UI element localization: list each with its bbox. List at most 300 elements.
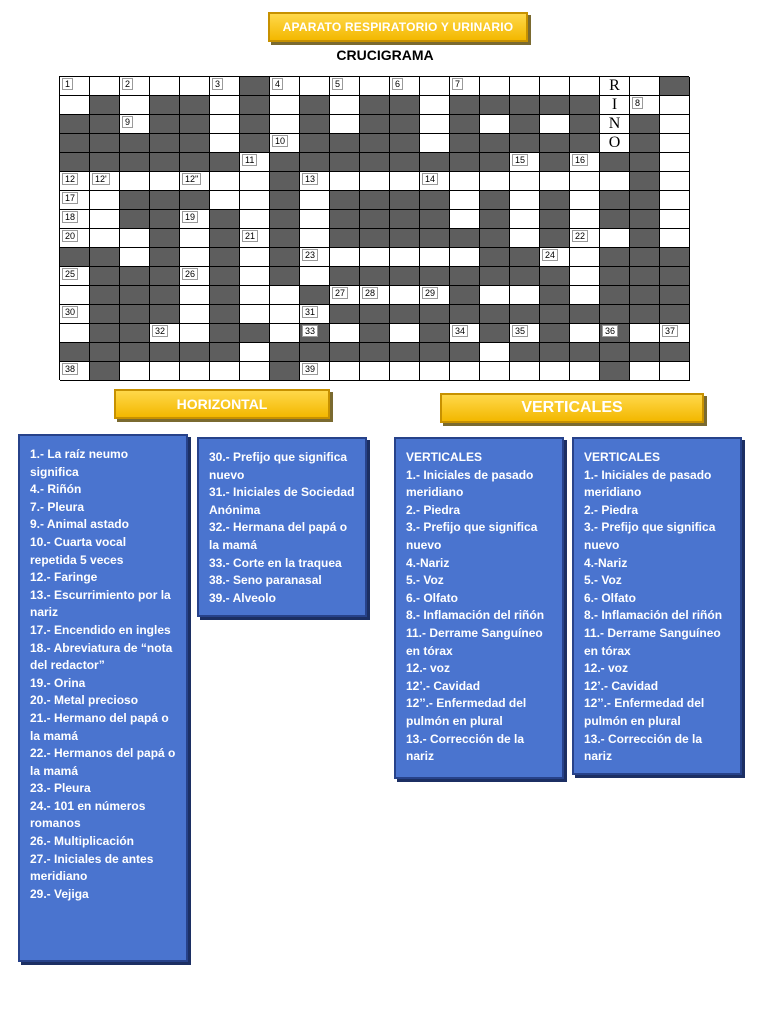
crossword-cell[interactable] — [660, 210, 690, 229]
clue-item: 19.- Orina — [30, 675, 86, 690]
clue-item: 2.- Piedra — [406, 502, 461, 517]
crossword-cell[interactable] — [210, 96, 240, 115]
horizontal-banner-text: HORIZONTAL — [176, 396, 268, 412]
crossword-cell — [210, 267, 240, 286]
crossword-cell[interactable] — [210, 77, 240, 96]
crossword-cell — [630, 305, 660, 324]
crossword-cell — [240, 115, 270, 134]
clue-item: 12.- voz — [584, 661, 629, 676]
crossword-cell[interactable] — [450, 324, 480, 343]
crossword-cell — [360, 96, 390, 115]
crossword-cell[interactable] — [300, 267, 330, 286]
crossword-cell[interactable] — [510, 324, 540, 343]
crossword-cell[interactable] — [600, 134, 630, 153]
crossword-cell — [480, 134, 510, 153]
crossword-cell — [420, 305, 450, 324]
crossword-cell — [360, 134, 390, 153]
crossword-cell — [180, 191, 210, 210]
crossword-cell[interactable] — [510, 191, 540, 210]
horizontal-clues-panel-2 — [197, 437, 367, 617]
crossword-cell[interactable] — [330, 115, 360, 134]
clue-number: 7 — [452, 78, 463, 90]
clue-number: 23 — [302, 249, 318, 261]
crossword-cell — [120, 191, 150, 210]
vertical-clues-panel-1 — [394, 437, 564, 779]
crossword-cell[interactable] — [60, 267, 90, 286]
crossword-cell — [390, 343, 420, 362]
crossword-cell[interactable] — [270, 77, 300, 96]
crossword-cell[interactable] — [570, 267, 600, 286]
clue-item: 1.- Iniciales de pasado meridiano — [406, 467, 534, 500]
crossword-cell — [660, 305, 690, 324]
crossword-cell[interactable] — [150, 324, 180, 343]
crossword-cell[interactable] — [240, 229, 270, 248]
crossword-cell[interactable] — [360, 77, 390, 96]
crossword-cell — [240, 96, 270, 115]
crossword-cell[interactable] — [270, 96, 300, 115]
crossword-cell[interactable] — [360, 248, 390, 267]
vertical-panel-heading: VERTICALES — [584, 450, 661, 464]
crossword-cell[interactable] — [390, 172, 420, 191]
clue-number: 16 — [572, 154, 588, 166]
crossword-cell[interactable] — [300, 77, 330, 96]
crossword-cell[interactable] — [390, 324, 420, 343]
clue-number: 9 — [122, 116, 133, 128]
crossword-cell — [210, 210, 240, 229]
crossword-cell — [390, 191, 420, 210]
crossword-cell — [150, 153, 180, 172]
crossword-cell[interactable] — [450, 362, 480, 381]
crossword-cell — [450, 229, 480, 248]
crossword-cell[interactable] — [120, 77, 150, 96]
clue-number: 31 — [302, 306, 318, 318]
crossword-cell[interactable] — [630, 362, 660, 381]
crossword-cell — [630, 191, 660, 210]
crossword-cell[interactable] — [180, 362, 210, 381]
crossword-cell[interactable] — [570, 153, 600, 172]
crossword-cell[interactable] — [330, 286, 360, 305]
crossword-cell[interactable] — [60, 305, 90, 324]
crossword-cell — [480, 96, 510, 115]
crossword-cell — [150, 267, 180, 286]
crossword-cell[interactable] — [480, 343, 510, 362]
crossword-cell — [390, 153, 420, 172]
clue-item: 12.- Faringe — [30, 570, 98, 585]
clue-number: 5 — [332, 78, 343, 90]
crossword-cell[interactable] — [600, 172, 630, 191]
clue-item: 30.- Prefijo que significa nuevo — [209, 450, 348, 482]
crossword-cell[interactable] — [450, 172, 480, 191]
clue-item: 13.- Corrección de la nariz — [406, 731, 525, 764]
crossword-cell[interactable] — [90, 229, 120, 248]
crossword-cell — [240, 324, 270, 343]
crossword-cell[interactable] — [180, 267, 210, 286]
crossword-cell[interactable] — [660, 229, 690, 248]
crossword-cell[interactable] — [180, 305, 210, 324]
clue-item: 18.- Abreviatura de “nota del redactor” — [30, 640, 173, 673]
crossword-cell — [120, 343, 150, 362]
crossword-cell[interactable] — [330, 96, 360, 115]
clue-number: 26 — [182, 268, 198, 280]
crossword-cell — [120, 134, 150, 153]
crossword-cell[interactable] — [390, 286, 420, 305]
crossword-cell[interactable] — [420, 96, 450, 115]
crossword-cell[interactable] — [60, 286, 90, 305]
crossword-cell[interactable] — [540, 248, 570, 267]
crossword-cell[interactable] — [180, 77, 210, 96]
clue-number: 32 — [152, 325, 168, 337]
crossword-cell[interactable] — [270, 305, 300, 324]
crossword-cell — [420, 210, 450, 229]
crossword-cell[interactable] — [660, 153, 690, 172]
crossword-cell[interactable] — [90, 210, 120, 229]
clue-number: 25 — [62, 268, 78, 280]
crossword-cell[interactable] — [180, 210, 210, 229]
crossword-cell[interactable] — [420, 115, 450, 134]
crossword-cell[interactable] — [360, 172, 390, 191]
crossword-cell — [390, 115, 420, 134]
crossword-cell[interactable] — [150, 77, 180, 96]
crossword-cell — [420, 267, 450, 286]
crossword-cell[interactable] — [300, 248, 330, 267]
crossword-cell — [180, 115, 210, 134]
crossword-cell[interactable] — [390, 248, 420, 267]
crossword-cell — [540, 96, 570, 115]
vertical-panel-heading: VERTICALES — [406, 450, 483, 464]
clue-item: 17.- Encendido en ingles — [30, 622, 171, 637]
crossword-cell[interactable] — [210, 172, 240, 191]
crossword-cell[interactable] — [300, 172, 330, 191]
crossword-cell[interactable] — [180, 172, 210, 191]
clue-item: 32.- Hermana del papá o la mamá — [209, 520, 348, 552]
crossword-cell — [480, 153, 510, 172]
clue-number: 11 — [242, 154, 257, 166]
crossword-cell[interactable] — [510, 210, 540, 229]
clue-item: 24.- 101 en números romanos — [30, 798, 146, 831]
crossword-cell[interactable] — [450, 191, 480, 210]
crossword-cell — [420, 153, 450, 172]
crossword-cell[interactable] — [510, 362, 540, 381]
crossword-cell — [540, 191, 570, 210]
crossword-cell[interactable] — [570, 210, 600, 229]
crossword-cell — [270, 172, 300, 191]
crossword-cell[interactable] — [660, 362, 690, 381]
crossword-cell[interactable] — [660, 115, 690, 134]
crossword-cell[interactable] — [360, 362, 390, 381]
crossword-cell[interactable] — [90, 172, 120, 191]
crossword-cell[interactable] — [120, 229, 150, 248]
clue-number: 38 — [62, 363, 78, 375]
crossword-cell — [180, 343, 210, 362]
crossword-cell[interactable] — [240, 153, 270, 172]
crossword-cell[interactable] — [60, 77, 90, 96]
crossword-cell[interactable] — [330, 77, 360, 96]
clue-number: 19 — [182, 211, 198, 223]
crossword-cell[interactable] — [270, 115, 300, 134]
crossword-cell — [240, 134, 270, 153]
clue-number: 14 — [422, 173, 438, 185]
crossword-cell — [630, 153, 660, 172]
clue-item: 3.- Prefijo que significa nuevo — [406, 520, 538, 552]
crossword-cell — [330, 267, 360, 286]
crossword-cell[interactable] — [540, 362, 570, 381]
crossword-cell — [210, 324, 240, 343]
crossword-cell — [150, 248, 180, 267]
filled-letter: R — [609, 77, 620, 94]
crossword-cell — [420, 191, 450, 210]
crossword-cell — [540, 267, 570, 286]
crossword-cell[interactable] — [210, 191, 240, 210]
crossword-cell — [480, 267, 510, 286]
crossword-cell[interactable] — [570, 172, 600, 191]
clue-item: 21.- Hermano del papá o la mamá — [30, 710, 169, 743]
clue-number: 8 — [632, 97, 643, 109]
crossword-cell[interactable] — [90, 77, 120, 96]
crossword-cell — [330, 134, 360, 153]
crossword-cell[interactable] — [480, 77, 510, 96]
crossword-cell[interactable] — [570, 248, 600, 267]
crossword-cell — [120, 210, 150, 229]
crossword-cell[interactable] — [510, 153, 540, 172]
clue-number: 3 — [212, 78, 223, 90]
crossword-cell[interactable] — [240, 172, 270, 191]
clue-item: 12’.- Cavidad — [584, 678, 659, 693]
crossword-cell[interactable] — [240, 191, 270, 210]
crossword-cell[interactable] — [60, 324, 90, 343]
crossword-cell[interactable] — [300, 362, 330, 381]
clue-number: 13 — [302, 173, 318, 185]
crossword-cell[interactable] — [360, 286, 390, 305]
crossword-cell[interactable] — [150, 362, 180, 381]
crossword-cell — [390, 134, 420, 153]
crossword-cell[interactable] — [390, 362, 420, 381]
clue-item: 38.- Seno paranasal — [209, 573, 322, 588]
crossword-cell[interactable] — [630, 77, 660, 96]
crossword-cell[interactable] — [120, 172, 150, 191]
crossword-cell[interactable] — [180, 324, 210, 343]
crossword-cell[interactable] — [240, 286, 270, 305]
crossword-cell[interactable] — [510, 229, 540, 248]
filled-letter: I — [611, 96, 618, 113]
crossword-cell[interactable] — [450, 77, 480, 96]
vertical-banner-text: VERTICALES — [521, 399, 623, 416]
crossword-cell — [150, 229, 180, 248]
clue-item: 23.- Pleura — [30, 781, 91, 796]
clue-number: 15 — [512, 154, 528, 166]
clue-item: 11.- Derrame Sanguíneo en tórax — [406, 625, 543, 658]
crossword-cell[interactable] — [450, 248, 480, 267]
crossword-cell[interactable] — [330, 324, 360, 343]
crossword-cell — [600, 153, 630, 172]
crossword-cell — [120, 267, 150, 286]
crossword-cell — [540, 305, 570, 324]
crossword-cell[interactable] — [60, 96, 90, 115]
crossword-cell — [330, 210, 360, 229]
crossword-cell[interactable] — [420, 286, 450, 305]
crossword-cell[interactable] — [240, 343, 270, 362]
crossword-cell[interactable] — [480, 115, 510, 134]
crossword-cell[interactable] — [570, 191, 600, 210]
crossword-cell[interactable] — [180, 248, 210, 267]
crossword-cell — [570, 343, 600, 362]
crossword-cell[interactable] — [480, 172, 510, 191]
crossword-cell[interactable] — [180, 286, 210, 305]
crossword-cell — [420, 324, 450, 343]
crossword-cell — [660, 77, 690, 96]
clue-item: 3.- Prefijo que significa nuevo — [584, 520, 716, 552]
crossword-cell[interactable] — [60, 210, 90, 229]
crossword-cell — [150, 115, 180, 134]
crossword-cell[interactable] — [510, 286, 540, 305]
crossword-cell[interactable] — [60, 362, 90, 381]
crossword-cell — [630, 343, 660, 362]
crossword-cell[interactable] — [570, 324, 600, 343]
crossword-cell — [450, 134, 480, 153]
crossword-cell — [120, 305, 150, 324]
crossword-cell[interactable] — [270, 324, 300, 343]
crossword-cell — [510, 115, 540, 134]
crossword-cell — [420, 343, 450, 362]
crossword-cell — [240, 77, 270, 96]
crossword-cell — [540, 324, 570, 343]
crossword-cell — [90, 96, 120, 115]
clue-number: 36 — [602, 325, 618, 337]
clue-item: 4.-Nariz — [584, 555, 628, 570]
crossword-cell[interactable] — [180, 229, 210, 248]
crossword-cell[interactable] — [300, 210, 330, 229]
title-banner — [268, 12, 528, 42]
clue-number: 20 — [62, 230, 78, 242]
crossword-cell[interactable] — [540, 115, 570, 134]
crossword-cell[interactable] — [300, 191, 330, 210]
crossword-cell[interactable] — [510, 77, 540, 96]
crossword-cell[interactable] — [120, 115, 150, 134]
crossword-cell — [600, 343, 630, 362]
crossword-cell[interactable] — [660, 172, 690, 191]
crossword-cell — [360, 153, 390, 172]
crossword-cell[interactable] — [660, 96, 690, 115]
crossword-cell[interactable] — [630, 324, 660, 343]
crossword-cell[interactable] — [90, 191, 120, 210]
crossword-cell[interactable] — [300, 305, 330, 324]
crossword-cell — [270, 267, 300, 286]
crossword-cell[interactable] — [240, 210, 270, 229]
crossword-cell[interactable] — [330, 172, 360, 191]
crossword-cell[interactable] — [600, 115, 630, 134]
clue-number: 4 — [272, 78, 283, 90]
crossword-cell[interactable] — [240, 362, 270, 381]
crossword-cell — [90, 305, 120, 324]
crossword-cell — [600, 305, 630, 324]
clue-item: 12’’.- Enfermedad del pulmón en plural — [406, 696, 527, 728]
crossword-cell[interactable] — [60, 229, 90, 248]
crossword-cell[interactable] — [390, 77, 420, 96]
crossword-cell[interactable] — [600, 96, 630, 115]
clue-item: 10.- Cuarta vocal repetida 5 veces — [30, 534, 127, 567]
crossword-cell[interactable] — [630, 96, 660, 115]
crossword-cell — [300, 134, 330, 153]
crossword-cell[interactable] — [300, 229, 330, 248]
crossword-cell[interactable] — [210, 134, 240, 153]
crossword-cell[interactable] — [600, 229, 630, 248]
crossword-cell — [510, 305, 540, 324]
crossword-cell — [420, 229, 450, 248]
crossword-cell — [300, 324, 330, 343]
crossword-cell — [90, 267, 120, 286]
crossword-cell — [60, 153, 90, 172]
crossword-cell[interactable] — [330, 248, 360, 267]
crossword-cell — [630, 286, 660, 305]
crossword-cell[interactable] — [60, 191, 90, 210]
crossword-cell[interactable] — [120, 248, 150, 267]
crossword-cell — [90, 362, 120, 381]
clue-item: 22.- Hermanos del papá o la mamá — [30, 746, 176, 778]
clue-number: 34 — [452, 325, 468, 337]
crossword-cell[interactable] — [120, 96, 150, 115]
crossword-cell[interactable] — [540, 77, 570, 96]
crossword-cell[interactable] — [450, 210, 480, 229]
crossword-cell[interactable] — [120, 362, 150, 381]
crossword-cell — [300, 153, 330, 172]
crossword-cell[interactable] — [240, 248, 270, 267]
crossword-cell[interactable] — [420, 248, 450, 267]
crossword-cell[interactable] — [270, 286, 300, 305]
crossword-cell[interactable] — [570, 77, 600, 96]
crossword-cell[interactable] — [150, 172, 180, 191]
crossword-cell — [570, 134, 600, 153]
crossword-cell[interactable] — [60, 172, 90, 191]
crossword-cell[interactable] — [660, 134, 690, 153]
crossword-cell[interactable] — [210, 115, 240, 134]
crossword-cell[interactable] — [510, 172, 540, 191]
crossword-cell[interactable] — [480, 362, 510, 381]
crossword-cell — [570, 115, 600, 134]
clue-number: 12'' — [182, 173, 201, 185]
clue-number: 35 — [512, 325, 528, 337]
crossword-cell[interactable] — [660, 324, 690, 343]
clue-number: 39 — [302, 363, 318, 375]
crossword-cell[interactable] — [420, 134, 450, 153]
crossword-cell[interactable] — [570, 286, 600, 305]
clue-item: 8.- Inflamación del riñón — [406, 608, 545, 623]
crossword-cell[interactable] — [210, 362, 240, 381]
crossword-cell[interactable] — [420, 172, 450, 191]
crossword-cell[interactable] — [570, 362, 600, 381]
crossword-cell — [600, 267, 630, 286]
crossword-cell[interactable] — [240, 305, 270, 324]
crossword-cell — [600, 248, 630, 267]
crossword-cell[interactable] — [480, 286, 510, 305]
crossword-cell[interactable] — [570, 229, 600, 248]
crossword-cell — [570, 96, 600, 115]
crossword-cell[interactable] — [330, 362, 360, 381]
crossword-cell — [90, 343, 120, 362]
crossword-cell[interactable] — [270, 134, 300, 153]
crossword-cell[interactable] — [420, 77, 450, 96]
crossword-cell[interactable] — [660, 191, 690, 210]
crossword-cell — [90, 248, 120, 267]
crossword-cell[interactable] — [600, 77, 630, 96]
crossword-cell — [660, 343, 690, 362]
crossword-cell[interactable] — [420, 362, 450, 381]
crossword-cell — [330, 153, 360, 172]
crossword-cell — [480, 324, 510, 343]
crossword-cell — [570, 305, 600, 324]
crossword-cell[interactable] — [240, 267, 270, 286]
crossword-cell — [60, 248, 90, 267]
crossword-cell[interactable] — [540, 172, 570, 191]
crossword-cell — [180, 96, 210, 115]
